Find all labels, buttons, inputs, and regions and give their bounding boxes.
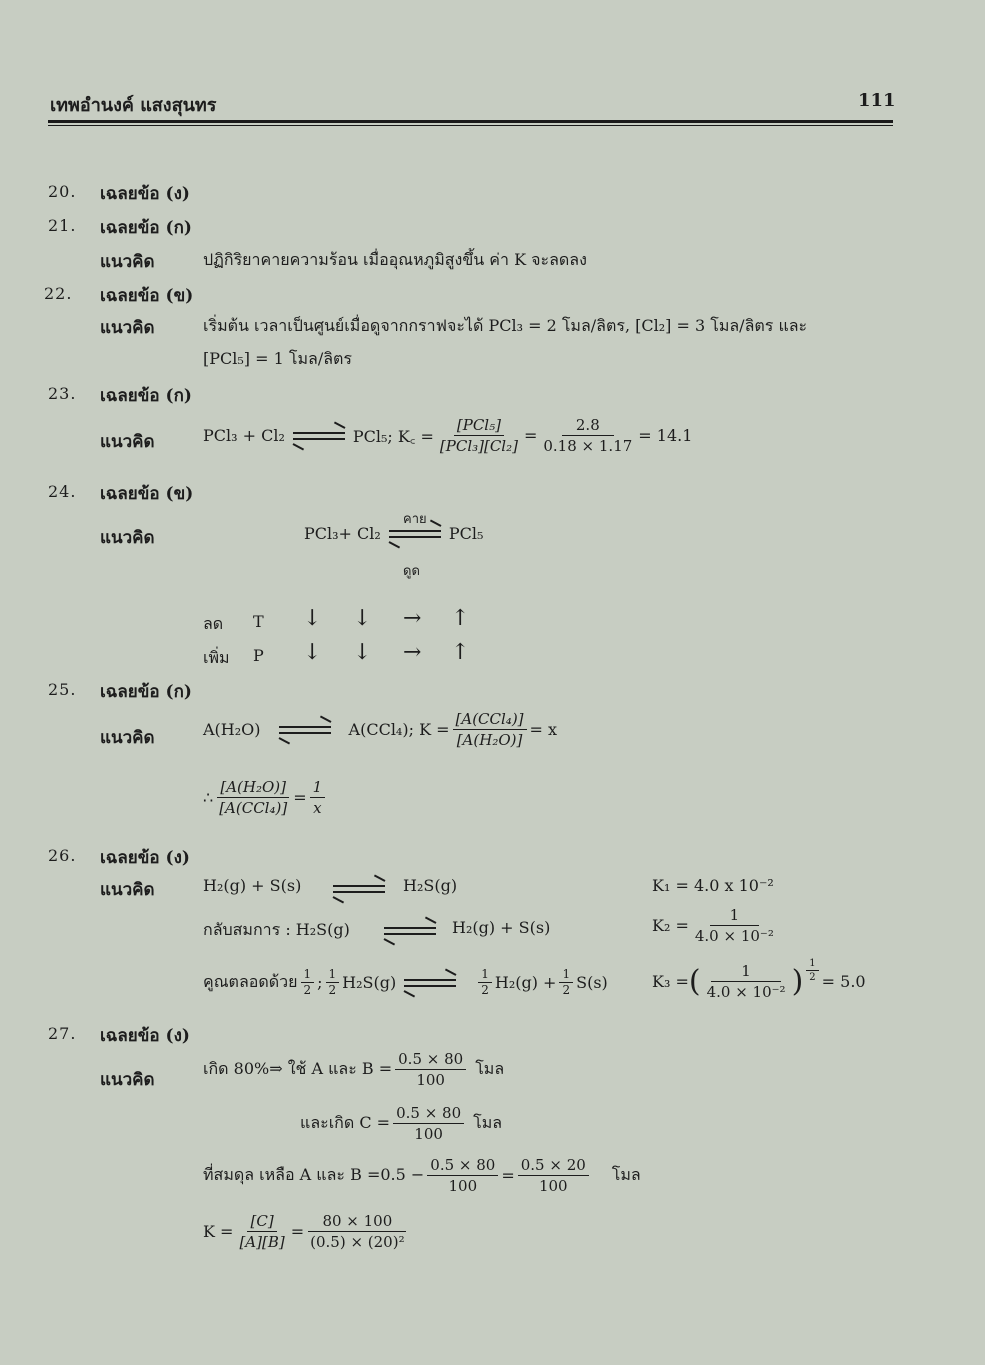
question-number-22: 22.	[44, 284, 73, 303]
therefore-symbol: ∴	[203, 788, 214, 807]
concept-label-21: แนวคิด	[100, 252, 155, 272]
concept-label-25: แนวคิด	[100, 728, 155, 748]
answer-label-27: เฉลยข้อ (ง)	[100, 1026, 190, 1046]
concept-label-27: แนวคิด	[100, 1070, 155, 1090]
equilibrium-arrow-icon	[333, 883, 385, 895]
question-number-21: 21.	[48, 216, 77, 235]
question-number-25: 25.	[48, 680, 77, 699]
equilibrium-arrow-icon	[293, 430, 345, 442]
kc-fraction-23: $\frac{\text{[PCl₅]}}{\text{[PCl₃][Cl₂]}}$	[439, 416, 518, 455]
answer-label-21: เฉลยข้อ (ก)	[100, 218, 192, 238]
exothermic-label: คาย	[403, 512, 427, 527]
answer-label-25: เฉลยข้อ (ก)	[100, 682, 192, 702]
shift-row-temp-var: T	[253, 612, 264, 631]
kc-numeric-fraction-23: $\frac{2.8}{0.18 \times 1.17}$	[543, 416, 633, 455]
question-number-27: 27.	[48, 1024, 77, 1043]
reacted-ab-line: เกิด 80%⇒ ใช้ A และ B = $\frac{0.5 \times 80}{100}$ โมล	[203, 1050, 505, 1089]
equilibrium-arrow-icon	[384, 925, 436, 937]
k1-value: K₁ = 4.0 x 10⁻²	[652, 876, 774, 895]
endothermic-label: ดูด	[403, 564, 420, 579]
answer-label-23: เฉลยข้อ (ก)	[100, 386, 192, 406]
question-number-20: 20.	[48, 182, 77, 201]
up-arrow-icon: ↑	[451, 640, 470, 665]
answer-label-24: เฉลยข้อ (ข)	[100, 484, 194, 504]
reaction-26-product: H₂S(g)	[403, 876, 458, 895]
answer-label-22: เฉลยข้อ (ข)	[100, 286, 194, 306]
equilibrium-remaining-line: ที่สมดุล เหลือ A และ B =0.5 − $\frac{0.5 \times 80}{100}$ = $\frac{0.5 \times 20}{100}$ โมล	[203, 1156, 641, 1195]
reactants-23: PCl₃ + Cl₂	[203, 426, 285, 445]
question-number-24: 24.	[48, 482, 77, 501]
shift-row-temp-label: ลด	[203, 614, 224, 633]
equation-24	[304, 524, 483, 543]
down-arrow-icon: ↓	[353, 606, 372, 631]
question-number-23: 23.	[48, 384, 77, 403]
right-arrow-icon: →	[403, 606, 422, 631]
concept-text-21: ปฏิกิริยาคายความร้อน เมื่ออุณหภูมิสูงขึ้น ค่า K จะลดลง	[203, 250, 587, 269]
concept-label-26: แนวคิด	[100, 880, 155, 900]
right-arrow-icon: →	[403, 640, 422, 665]
concept-text-22-line1: เริ่มต้น เวลาเป็นศูนย์เมื่อดูจากกราฟจะได้ PCl₃ = 2 โมล/ลิตร, [Cl₂] = 3 โมล/ลิตร และ	[203, 316, 808, 335]
aqueous-phase: A(H₂O)	[203, 720, 261, 739]
down-arrow-icon: ↓	[353, 640, 372, 665]
down-arrow-icon: ↓	[303, 606, 322, 631]
multiply-half-line: คูณตลอดด้วย $\frac{1}{2}$ ; $\frac{1}{2}$ H₂S(g) $\frac{1}{2}$ H₂(g) + $\frac{1}{2}$ S(s)	[203, 967, 608, 997]
k-result-25: = x	[529, 720, 558, 739]
reverse-reaction-label: กลับสมการ : H₂S(g)	[203, 920, 350, 939]
k2-value: K₂ = $\frac{1}{\text{4.0 × 10⁻²}}$	[652, 906, 774, 945]
equation-25	[203, 710, 557, 749]
product-23: PCl₅; K꜀ =	[352, 426, 434, 446]
organic-phase: A(CCl₄); K =	[348, 720, 450, 739]
question-number-26: 26.	[48, 846, 77, 865]
reactants-24: PCl₃+ Cl₂	[304, 524, 381, 543]
answer-label-20: เฉลยข้อ (ง)	[100, 184, 190, 204]
k-fraction-25: $\frac{\text{[A(CCl₄)]}}{\text{[A(H₂O)]}}$	[453, 710, 527, 749]
page-number: 111	[858, 90, 896, 111]
reverse-reaction-products: H₂(g) + S(s)	[452, 918, 551, 937]
equation-23: PCl₃ + Cl₂ PCl₅; K꜀ = $\frac{\text{[PCl₅]}}{\text{[PCl₃][Cl₂]}}$ = $\frac{2.8}{0.18 \times 1.17}$ = 14.1	[203, 416, 693, 455]
product-24: PCl₅	[448, 524, 484, 543]
equilibrium-arrow-icon	[389, 528, 441, 540]
concept-text-22-line2: [PCl₅] = 1 โมล/ลิตร	[203, 349, 352, 368]
header-rule-thin	[48, 125, 893, 126]
k-expression-27: K = $\frac{[C]}{[A][B]}$ = $\frac{80 \times 100}{\text{(0.5) × (20)²}}$	[203, 1212, 405, 1251]
inverse-ratio-25: ∴ $\frac{\text{[A(H₂O)]}}{\text{[A(CCl₄)]}}$ = $\frac{1}{x}$	[203, 778, 328, 817]
shift-row-pressure-label: เพิ่ม	[203, 648, 230, 667]
equilibrium-arrow-icon	[404, 977, 456, 989]
concept-label-24: แนวคิด	[100, 528, 155, 548]
running-header-author: เทพอำนงค์ แสงสุนทร	[50, 95, 217, 116]
header-rule-thick	[48, 120, 893, 123]
kc-result-23: = 14.1	[638, 426, 693, 445]
k3-value: K₃ = ( $\frac{1}{\text{4.0 × 10⁻²}}$ ) $\frac{1}{2}$ = 5.0	[652, 958, 866, 1001]
up-arrow-icon: ↑	[451, 606, 470, 631]
shift-row-pressure-var: P	[253, 646, 264, 665]
formed-c-line: และเกิด C = $\frac{0.5 \times 80}{100}$ โมล	[300, 1104, 503, 1143]
answer-label-26: เฉลยข้อ (ง)	[100, 848, 190, 868]
equilibrium-arrow-icon	[279, 724, 331, 736]
down-arrow-icon: ↓	[303, 640, 322, 665]
concept-label-22: แนวคิด	[100, 318, 155, 338]
concept-label-23: แนวคิด	[100, 432, 155, 452]
reaction-26-reactants: H₂(g) + S(s)	[203, 876, 302, 895]
